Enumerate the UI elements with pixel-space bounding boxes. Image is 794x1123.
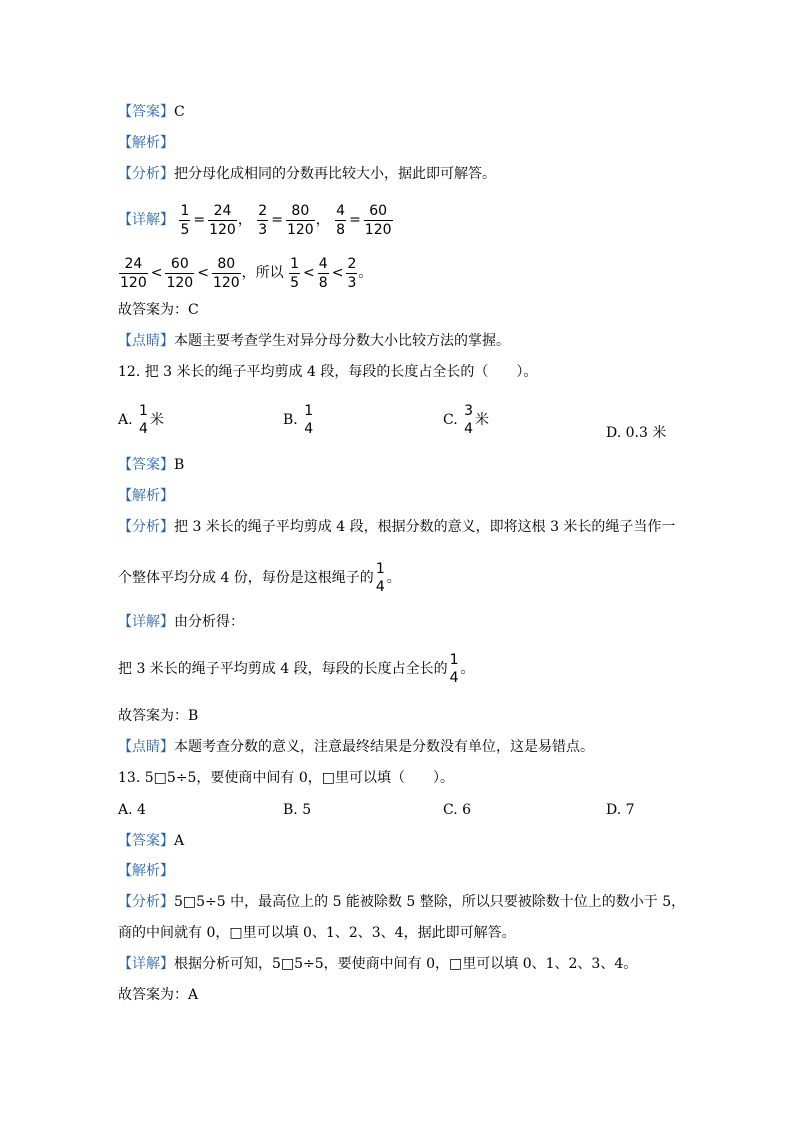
xiangjie-label: 【详解】 <box>118 212 174 228</box>
answer-value: B <box>174 457 185 473</box>
answer-label: 【答案】 <box>118 457 174 473</box>
fraction: $\frac{4}{8}$ <box>336 202 346 238</box>
fraction: $\frac{4}{8}$ <box>318 255 328 291</box>
q12-answer-line <box>118 455 184 475</box>
q12-detail-line: 把 3 米长的绳子平均剪成 4 段，每段的长度占全长的 1 4 。 <box>118 652 475 686</box>
q13-fenxi-line2: 商的中间就有 0，□里可以填 0、1、2、3、4，据此即可解答。 <box>118 925 516 941</box>
q12-analysis-heading <box>118 486 174 506</box>
analysis-label: 【解析】 <box>118 488 174 504</box>
suoyi-text: ，所以 <box>241 265 284 281</box>
fraction: $\frac{60}{120}$ <box>364 202 392 238</box>
fraction: $\frac{2}{3}$ <box>347 255 357 291</box>
q11-comparison: $\frac{24}{120}$ < $\frac{60}{120}$ < $\frac{80}{120}$ ，所以 $\frac{1}{5}$ < $\frac{4}{8}$ < $\frac{2}{3}$ 。 <box>120 255 373 291</box>
dianjing-text: 本题主要考查学生对异分母分数大小比较方法的掌握。 <box>174 333 510 349</box>
fraction: $\frac{24}{120}$ <box>209 202 236 238</box>
q12-option-c: C. 3 4 米 <box>443 403 490 437</box>
analysis-label: 【解析】 <box>118 135 174 151</box>
q13-option-a: A. 4 <box>118 802 146 818</box>
q13-option-b: B. 5 <box>283 802 312 818</box>
q13-conclusion: 故答案为：A <box>118 987 199 1003</box>
fraction: $\frac{80}{120}$ <box>212 255 240 291</box>
q12-option-d: D. 0.3 米 <box>606 425 667 441</box>
fraction: 1 4 <box>449 652 459 686</box>
q11-detail-equations: 【详解】 $\frac{1}{5}$ = $\frac{24}{120}$ ， $\frac{2}{3}$ = $\frac{80}{120}$ ， $\frac{4}{8}$ = $\frac{60}{120}$ <box>118 202 392 238</box>
q12-option-a: A. 1 4 米 <box>118 403 164 437</box>
fraction: 1 4 <box>139 403 148 437</box>
answer-value: C <box>174 104 185 120</box>
q13-xiangjie-line: 【详解】根据分析可知，5□5÷5，要使商中间有 0，□里可以填 0、1、2、3、4。 <box>118 956 638 972</box>
fenxi-label: 【分析】 <box>118 166 174 182</box>
fraction: $\frac{1}{5}$ <box>180 202 190 238</box>
analysis-label: 【解析】 <box>118 863 174 879</box>
q11-fenxi-line <box>118 164 496 184</box>
q13-analysis-heading <box>118 861 174 881</box>
answer-value: A <box>174 833 185 849</box>
q13-option-c: C. 6 <box>443 802 472 818</box>
q12-fenxi-line2: 个整体平均分成 4 份，每份是这根绳子的 1 4 。 <box>118 561 401 595</box>
fraction: 3 4 <box>464 403 474 437</box>
q13-answer-line <box>118 831 184 851</box>
fraction: $\frac{80}{120}$ <box>286 202 314 238</box>
q12-option-b: B. 1 4 <box>283 403 314 437</box>
q12-question: 12. 把 3 米长的绳子平均剪成 4 段，每段的长度占全长的（ ）。 <box>118 364 538 380</box>
fenxi-text: 把分母化成相同的分数再比较大小，据此即可解答。 <box>174 166 496 182</box>
answer-label: 【答案】 <box>118 833 174 849</box>
fraction: $\frac{60}{120}$ <box>166 255 194 291</box>
q11-conclusion: 故答案为：C <box>118 302 199 318</box>
q11-answer-line <box>118 102 185 122</box>
q11-analysis-heading <box>118 133 174 153</box>
q12-fenxi-line1: 【分析】把 3 米长的绳子平均剪成 4 段，根据分数的意义，即将这根 3 米长的绳子当作一 <box>118 519 676 535</box>
xiangjie-label: 【详解】 <box>118 614 174 630</box>
fenxi-label: 【分析】 <box>118 894 174 910</box>
q13-option-d: D. 7 <box>606 802 635 818</box>
xiangjie-label: 【详解】 <box>118 956 174 972</box>
fraction: $\frac{2}{3}$ <box>258 202 268 238</box>
q13-question: 13. 5□5÷5，要使商中间有 0，□里可以填（ ）。 <box>118 770 454 786</box>
dianjing-label: 【点睛】 <box>118 739 174 755</box>
fraction: $\frac{24}{120}$ <box>120 255 147 291</box>
q12-dianjing-line: 【点睛】本题考查分数的意义，注意最终结果是分数没有单位，这是易错点。 <box>118 739 594 755</box>
fraction: 1 4 <box>304 403 314 437</box>
answer-label: 【答案】 <box>118 104 174 120</box>
fenxi-label: 【分析】 <box>118 519 174 535</box>
dianjing-label: 【点睛】 <box>118 333 174 349</box>
q13-fenxi-line1: 【分析】5□5÷5 中，最高位上的 5 能被除数 5 整除，所以只要被除数十位上的数小于 5， <box>118 894 686 910</box>
fraction: $\frac{1}{5}$ <box>290 255 300 291</box>
q12-conclusion: 故答案为：B <box>118 708 199 724</box>
q11-dianjing-line <box>118 331 510 351</box>
q12-xiangjie-line: 【详解】由分析得： <box>118 614 244 630</box>
fraction: 1 4 <box>375 561 385 595</box>
